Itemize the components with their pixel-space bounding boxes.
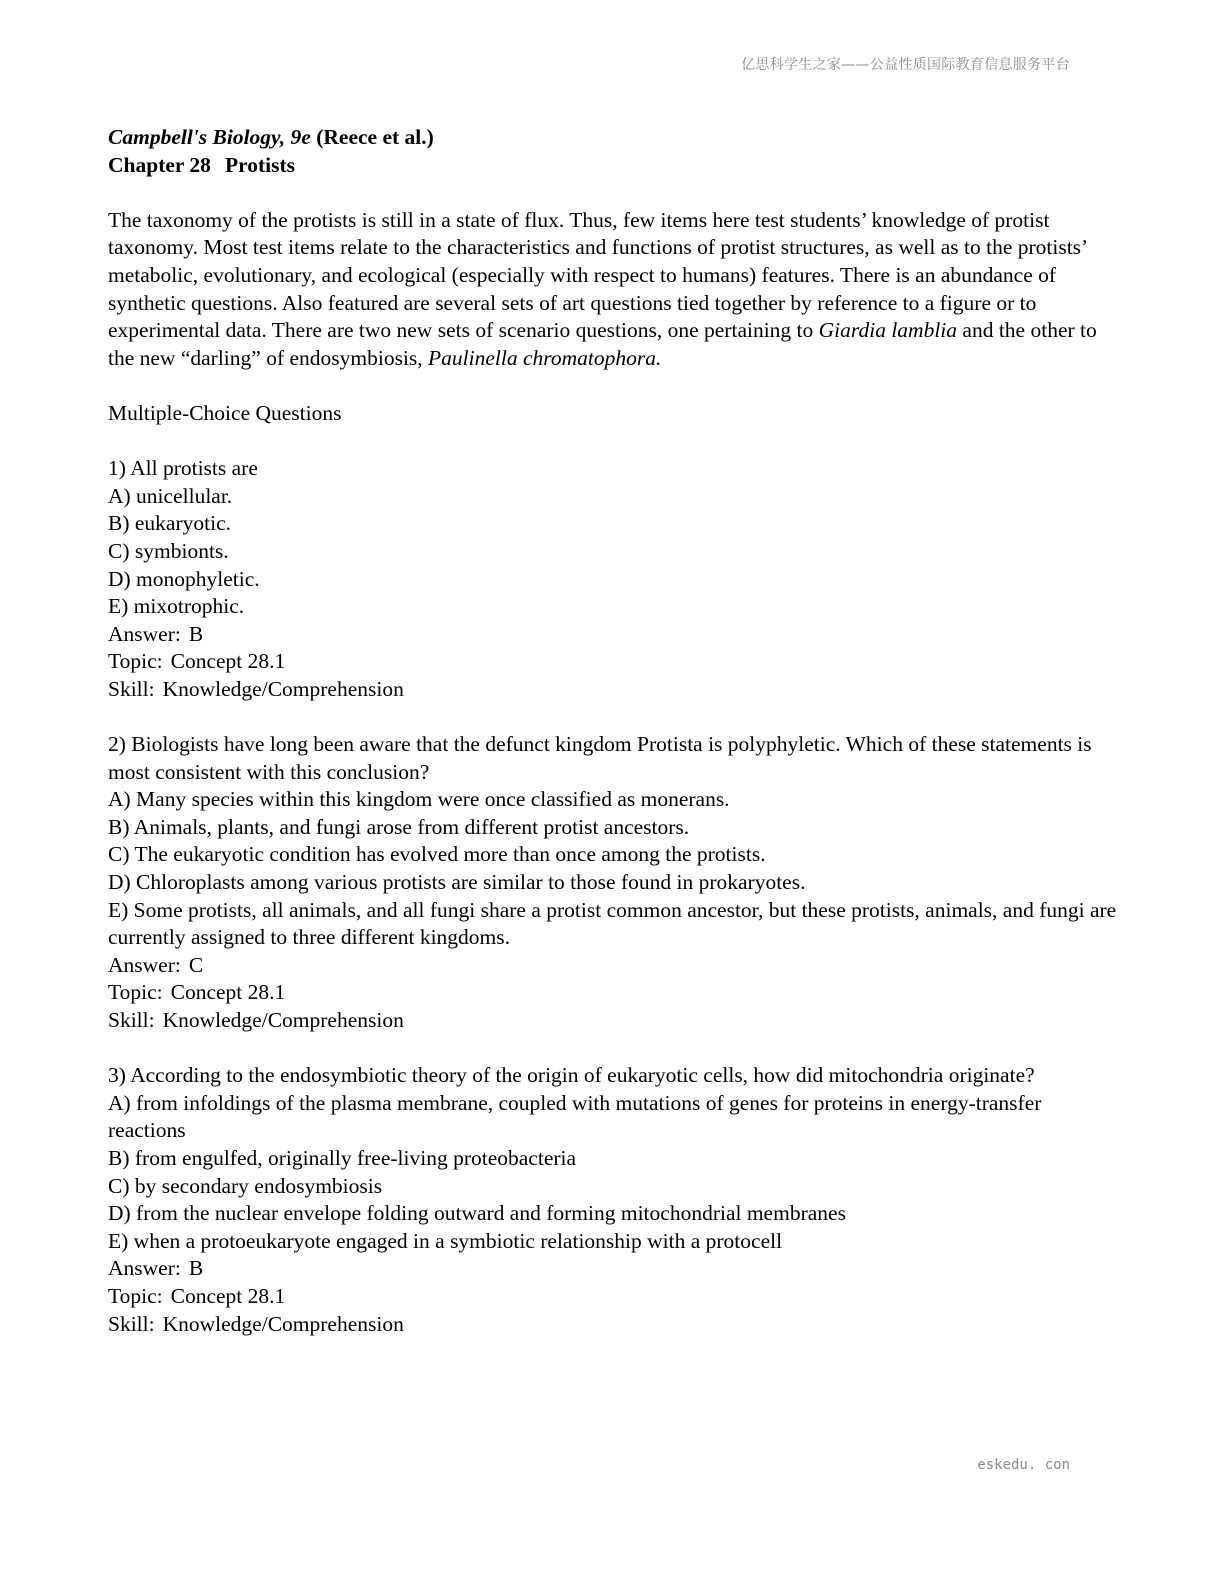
intro-species-1: Giardia lamblia bbox=[818, 318, 958, 343]
chapter-label: Chapter 28 bbox=[108, 152, 211, 177]
book-title-line bbox=[108, 124, 1118, 152]
chapter-title-line bbox=[108, 152, 1118, 180]
skill-line bbox=[108, 1311, 1118, 1339]
option-c: C) symbionts. bbox=[108, 538, 229, 563]
topic-line bbox=[108, 979, 1118, 1007]
answer-value: C bbox=[188, 952, 204, 977]
option-a: A) Many species within this kingdom were once classified as monerans. bbox=[108, 787, 730, 812]
option-b: B) Animals, plants, and fungi arose from different protist ancestors. bbox=[108, 814, 690, 839]
option-d: D) Chloroplasts among various protists are similar to those found in prokaryotes. bbox=[108, 870, 806, 895]
footer-site-url: eskedu. con bbox=[977, 1457, 1070, 1473]
topic-value: Concept 28.1 bbox=[170, 1283, 286, 1308]
topic-value: Concept 28.1 bbox=[170, 649, 286, 674]
skill-line bbox=[108, 1007, 1118, 1035]
option-a: A) from infoldings of the plasma membrane, coupled with mutations of genes for proteins in energy-transfer reactions bbox=[108, 1090, 1042, 1143]
skill-line bbox=[108, 676, 1118, 704]
chapter-name: Protists bbox=[224, 152, 296, 177]
skill-value: Knowledge/Comprehension bbox=[162, 676, 404, 701]
question-1 bbox=[108, 455, 1118, 703]
topic-line bbox=[108, 648, 1118, 676]
intro-text-2: and the other to the new “darling” of endosymbiosis, bbox=[108, 318, 1097, 370]
document-title bbox=[108, 124, 1118, 179]
header-site-note: 亿思科学生之家——公益性质国际教育信息服务平台 bbox=[741, 57, 1070, 73]
skill-value: Knowledge/Comprehension bbox=[162, 1311, 404, 1336]
topic-line bbox=[108, 1283, 1118, 1311]
section-heading: Multiple-Choice Questions bbox=[108, 400, 342, 425]
answer-line bbox=[108, 1255, 1118, 1283]
option-e: E) mixotrophic. bbox=[108, 594, 245, 619]
question-stem: 2) Biologists have long been aware that the defunct kingdom Protista is polyphyletic. Which of these statements is most consistent with this conclusion? bbox=[108, 732, 1092, 784]
document-body bbox=[108, 124, 1118, 1338]
option-b: B) from engulfed, originally free-living proteobacteria bbox=[108, 1145, 577, 1170]
topic-label: Topic: bbox=[108, 980, 163, 1005]
skill-label: Skill: bbox=[108, 1008, 155, 1032]
topic-label: Topic: bbox=[108, 649, 163, 674]
option-d: D) from the nuclear envelope folding outward and forming mitochondrial membranes bbox=[108, 1201, 846, 1226]
option-e: E) Some protists, all animals, and all fungi share a protist common ancestor, but these protists, animals, and fungi are currently assigned to three different kingdoms. bbox=[108, 897, 1117, 950]
option-c: C) The eukaryotic condition has evolved more than once among the protists. bbox=[108, 842, 766, 867]
question-3 bbox=[108, 1062, 1118, 1338]
intro-species-2: Paulinella chromatophora. bbox=[428, 345, 662, 370]
answer-label: Answer: bbox=[108, 952, 181, 977]
answer-line bbox=[108, 621, 1118, 649]
skill-label: Skill: bbox=[108, 676, 155, 701]
intro-paragraph bbox=[108, 207, 1118, 373]
book-authors: (Reece et al.) bbox=[310, 125, 434, 149]
topic-value: Concept 28.1 bbox=[170, 980, 286, 1005]
skill-value: Knowledge/Comprehension bbox=[162, 1008, 404, 1032]
option-d: D) monophyletic. bbox=[108, 566, 260, 591]
answer-line bbox=[108, 952, 1118, 980]
option-e: E) when a protoeukaryote engaged in a symbiotic relationship with a protocell bbox=[108, 1228, 783, 1253]
intro-text-1: The taxonomy of the protists is still in a state of flux. Thus, few items here test students’ knowledge of protist taxonomy. Most test items relate to the characteristics and functions of protist structures, as well as to the protists’ metabolic, evolutionary, and ecological (especially with respect to humans) features. There is an abundance of synthetic questions. Also featured are several sets of art questions tied together by reference to a figure or to experimental data. There are two new sets of scenario questions, one pertaining to bbox=[108, 207, 1087, 343]
answer-value: B bbox=[188, 621, 204, 646]
question-stem: 3) According to the endosymbiotic theory of the origin of eukaryotic cells, how did mitochondria originate? bbox=[108, 1063, 1035, 1088]
option-c: C) by secondary endosymbiosis bbox=[108, 1173, 383, 1198]
skill-label: Skill: bbox=[108, 1311, 155, 1336]
book-title: Campbell's Biology, 9e bbox=[108, 125, 311, 149]
answer-label: Answer: bbox=[108, 1256, 181, 1281]
option-b: B) eukaryotic. bbox=[108, 511, 231, 536]
option-a: A) unicellular. bbox=[108, 483, 233, 508]
question-stem: 1) All protists are bbox=[108, 456, 258, 481]
answer-value: B bbox=[188, 1256, 204, 1281]
question-2 bbox=[108, 731, 1118, 1035]
answer-label: Answer: bbox=[108, 621, 181, 646]
topic-label: Topic: bbox=[108, 1283, 163, 1308]
